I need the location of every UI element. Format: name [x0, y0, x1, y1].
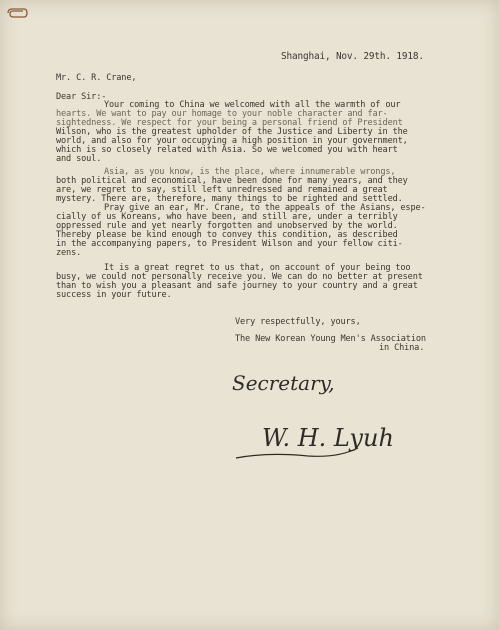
paragraph-line: Wilson, who is the greatest upholder of the Justice and Liberty in the [56, 127, 408, 137]
handwritten-signature [228, 368, 394, 478]
letter-recipient: Mr. C. R. Crane, [56, 73, 137, 83]
letter-salutation: Dear Sir:- [56, 92, 107, 102]
letter-closing: Very respectfully, yours, [235, 317, 361, 327]
paragraph-line: Pray give an ear, Mr. Crane, to the appeals of the Asians, espe- [104, 203, 426, 213]
organization-name: The New Korean Young Men's Association [235, 334, 426, 344]
paragraph-line: cially of us Koreans, who have been, and still are, under a terribly [56, 212, 398, 222]
organization-location: in China. [379, 343, 425, 353]
letter-date: Shanghai, Nov. 29th. 1918. [281, 51, 424, 62]
paragraph-line: Thereby please be kind enough to convey this condition, as described [56, 230, 398, 240]
paragraph-line: are, we regret to say, still left unredressed and remained a great [56, 185, 388, 195]
paragraph-line: mystery. There are, therefore, many things to be righted and settled. [56, 194, 403, 204]
paragraph-line: sightedness. We respect for your being a personal friend of President [56, 118, 403, 128]
paragraph-line: than to wish you a pleasant and safe journey to your country and a great [56, 281, 418, 291]
paragraph-line: zens. [56, 248, 82, 258]
svg-text:Secretary,: Secretary, [232, 371, 335, 395]
paragraph-line: hearts. We want to pay our homage to your noble character and far- [56, 109, 388, 119]
paragraph-line: Your coming to China we welcomed with all the warmth of our [104, 100, 401, 110]
paragraph-line: and soul. [56, 154, 102, 164]
paragraph-line: Asia, as you know, is the place, where innumerable wrongs, [104, 167, 396, 177]
paragraph-line: success in your future. [56, 290, 172, 300]
paragraph-line: in the accompanying papers, to President Wilson and your fellow citi- [56, 239, 403, 249]
paragraph-line: oppressed rule and yet nearly forgotten and unobserved by the world. [56, 221, 398, 231]
paragraph-line: busy, we could not personally receive you. We can do no better at present [56, 272, 423, 282]
paragraph-line: both political and economical, have been done for many years, and they [56, 176, 408, 186]
paragraph-line: which is so closely related with Asia. So we welcomed you with heart [56, 145, 398, 155]
paper-clip-icon [6, 8, 28, 18]
svg-text:W. H. Lyuh: W. H. Lyuh [262, 424, 394, 452]
paragraph-line: world, and also for your occupying a high position in your government, [56, 136, 408, 146]
paragraph-line: It is a great regret to us that, on account of your being too [104, 263, 411, 273]
